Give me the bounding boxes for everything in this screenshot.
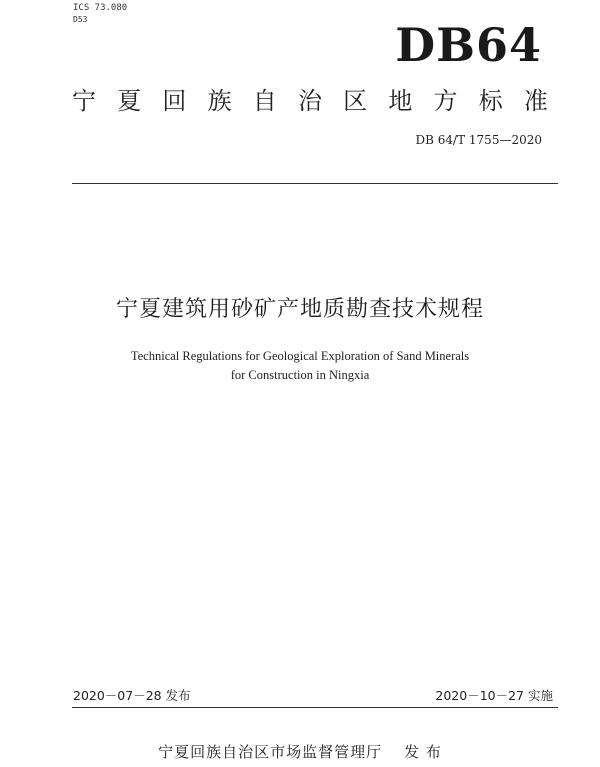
standard-type-char: 方 [433, 87, 458, 115]
standard-type-char: 回 [162, 87, 187, 115]
standard-number: DB 64/T 1755—2020 [415, 133, 542, 147]
header-divider [72, 183, 558, 184]
implement-date: 2020－10－27 实施 [435, 688, 553, 703]
standard-type-char: 区 [343, 87, 368, 115]
issuer-action: 发 布 [404, 743, 442, 761]
standard-type-char: 标 [478, 87, 503, 115]
ccs-code: D53 [73, 15, 88, 24]
standard-type-char: 地 [388, 87, 413, 115]
standard-type-char: 准 [523, 87, 548, 115]
publish-date: 2020－07－28 发布 [73, 688, 191, 703]
standard-type-char: 夏 [117, 87, 142, 115]
footer-divider [72, 707, 558, 708]
standard-type-char: 自 [252, 87, 277, 115]
document-title-en-line: Technical Regulations for Geological Exploration of Sand Minerals [130, 349, 470, 363]
issuer-name: 宁夏回族自治区市场监督管理厅 [158, 743, 383, 761]
standard-type-char: 宁 [72, 87, 96, 115]
ics-code: ICS 73.080 [73, 3, 128, 13]
document-title-en-line: for Construction in Ningxia [230, 368, 370, 382]
document-title-cn: 宁夏建筑用砂矿产地质勘查技术规程 [115, 297, 484, 322]
standard-type-char: 治 [297, 87, 322, 115]
standard-type-title [72, 86, 548, 116]
standard-type-char: 族 [207, 87, 232, 115]
document-title-en [0, 347, 600, 385]
db-logo: DB64 [395, 18, 542, 72]
issuer [0, 742, 600, 762]
